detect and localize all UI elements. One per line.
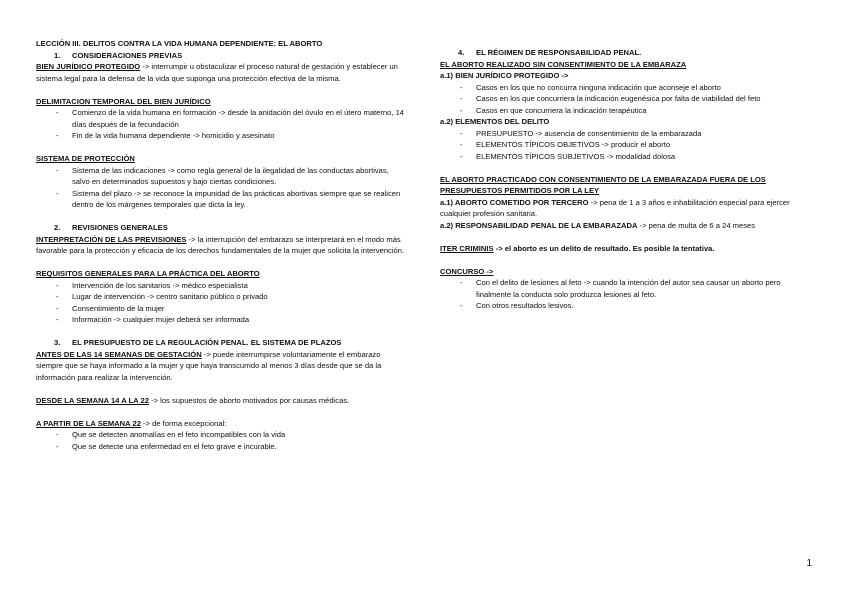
list-item: - Consentimiento de la mujer [36, 303, 408, 315]
a1-heading: a.1) BIEN JURÍDICO PROTEGIDO -> [440, 71, 569, 80]
concurso-heading: CONCURSO -> [440, 266, 494, 276]
page-number: 1 [806, 558, 812, 569]
requisitos-list [36, 280, 408, 326]
list-item: - Intervención de los sanitarios -> médico especialista [36, 280, 408, 292]
sistema-proteccion-list [36, 165, 408, 211]
left-column [36, 38, 408, 452]
list-item: - Casos en los que no concurra ninguna indicación que aconseje el aborto [440, 82, 812, 94]
c1-paragraph: a.1) ABORTO COMETIDO POR TERCERO -> pena de 1 a 3 años e inhabilitación especial para ejercer cualquier profesión sanitaria. [440, 197, 790, 218]
concurso-list [440, 277, 812, 312]
list-item: - Información -> cualquier mujer deberá ser informada [36, 314, 408, 326]
requisitos-heading: REQUISITOS GENERALES PARA LA PRÁCTICA DEL ABORTO [36, 269, 260, 278]
con-consentimiento-heading: EL ABORTO PRACTICADO CON CONSENTIMIENTO DE LA EMBARAZADA FUERA DE LOS PRESUPUESTOS PERMITIDOS POR LA LEY [440, 174, 766, 195]
section-1-heading: 1. CONSIDERACIONES PREVIAS [54, 50, 183, 60]
list-item: - ELEMENTOS TÍPICOS OBJETIVOS -> producir el aborto [440, 139, 812, 151]
antes-paragraph: ANTES DE LAS 14 SEMANAS DE GESTACIÓN -> puede interrumpirse voluntariamente el embarazo siempre que se haya informado a la mujer y que haya transcurrido al menos 3 días desde que se da la información para realizar la intervención. [36, 349, 382, 382]
sistema-proteccion-heading: SISTEMA DE PROTECCIÓN [36, 154, 135, 163]
list-item: - Sistema de las indicaciones -> como regla general de la ilegalidad de las conductas abortivas, salvo en determinados supuestos y bajo ciertas condiciones. [36, 165, 408, 188]
iter-criminis-paragraph: ITER CRIMINIS -> el aborto es un delito de resultado. Es posible la tentativa. [440, 243, 715, 253]
list-item: - Comienzo de la vida humana en formación -> desde la anidación del óvulo en el útero materno, 14 días después de la fecundación [36, 107, 408, 130]
section-3-heading: 3. EL PRESUPUESTO DE LA REGULACIÓN PENAL. EL SISTEMA DE PLAZOS [54, 338, 342, 347]
list-item: - Casos en que concurriera la indicación terapéutica [440, 105, 812, 117]
delimitacion-list [36, 107, 408, 142]
list-item: - Que se detecten anomalías en el feto incompatibles con la vida [36, 429, 408, 441]
bien-juridico-paragraph: BIEN JURÍDICO PROTEGIDO -> interrumpir u obstaculizar el proceso natural de gestación y establecer un sistema legal para la defensa de la vida que suponga una protección efectiva de la misma. [36, 62, 398, 83]
list-item: - Casos en los que concurriera la indicación eugenésica por falta de viabilidad del feto [440, 93, 812, 105]
a1-list [440, 82, 812, 117]
list-item: - Fin de la vida humana dependiente -> homicidio y asesinato [36, 130, 408, 142]
desde-paragraph: DESDE LA SEMANA 14 A LA 22 -> los supuestos de aborto motivados por causas médicas. [36, 395, 350, 405]
list-item: - Lugar de intervención -> centro sanitario público o privado [36, 291, 408, 303]
right-column [440, 38, 812, 312]
list-item: - Que se detecte una enfermedad en el feto grave e incurable. [36, 441, 408, 453]
a-partir-list [36, 429, 408, 452]
list-item: - ELEMENTOS TÍPICOS SUBJETIVOS -> modalidad dolosa [440, 151, 812, 163]
section-2-heading: 2. REVISIONES GENERALES [54, 223, 168, 232]
list-item: - Sistema del plazo -> se reconoce la impunidad de las prácticas abortivas siempre que se realicen dentro de los márgenes temporales que dicta la ley. [36, 188, 408, 211]
interpretacion-paragraph: INTERPRETACIÓN DE LAS PREVISIONES -> la interrupción del embarazo se interpretará en el modo más favorable para la protección y eficacia de los derechos fundamentales de la mujer que solicita la intervención. [36, 234, 405, 255]
lesson-title: LECCIÓN III. DELITOS CONTRA LA VIDA HUMANA DEPENDIENTE: EL ABORTO [36, 39, 323, 48]
a2-list [440, 128, 812, 163]
section-4-heading: 4. EL RÉGIMEN DE RESPONSABILIDAD PENAL. [458, 48, 642, 57]
a2-heading: a.2) ELEMENTOS DEL DELITO [440, 117, 550, 126]
c2-paragraph: a.2) RESPONSABILIDAD PENAL DE LA EMBARAZADA -> pena de multa de 6 a 24 meses [440, 220, 756, 230]
list-item: - Con otros resultados lesivos. [440, 300, 812, 312]
sin-consentimiento-heading: EL ABORTO REALIZADO SIN CONSENTIMIENTO DE LA EMBARAZA [440, 59, 687, 69]
a-partir-paragraph: A PARTIR DE LA SEMANA 22 -> de forma excepcional: [36, 418, 227, 428]
list-item: - PRESUPUESTO -> ausencia de consentimiento de la embarazada [440, 128, 812, 140]
delimitacion-heading: DELIMITACION TEMPORAL DEL BIEN JURÍDICO [36, 96, 211, 106]
list-item: - Con el delito de lesiones al feto -> cuando la intención del autor sea causar un aborto pero finalmente la conducta solo produzca lesiones al feto. [440, 277, 812, 300]
